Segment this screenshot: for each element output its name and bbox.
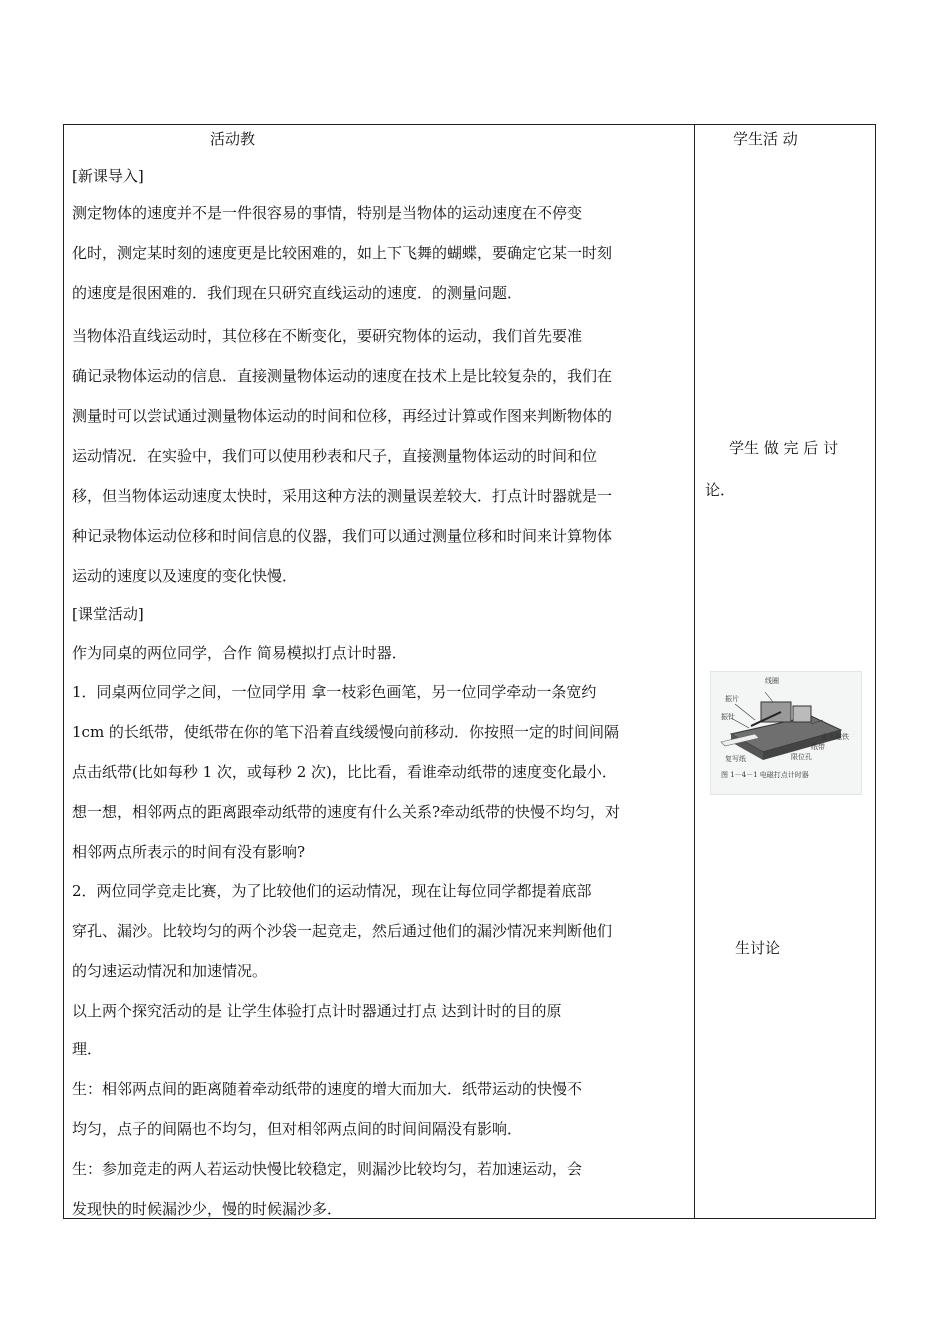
text-line: 确记录物体运动的信息．直接测量物体运动的速度在技术上是比较复杂的，我们在 xyxy=(72,367,613,385)
timer-figure xyxy=(710,671,862,795)
text-line: 测定物体的速度并不是一件很容易的事情，特别是当物体的运动速度在不停变 xyxy=(72,204,583,222)
text-line: 生：相邻两点间的距离随着牵动纸带的速度的增大而加大．纸带运动的快慢不 xyxy=(72,1080,583,1098)
text-line: 点击纸带(比如每秒 1 次，或每秒 2 次)，比比看，看谁牵动纸带的速度变化最小． xyxy=(72,763,617,781)
student-note-1-line-2: 论． xyxy=(705,481,736,499)
figure-label: 限位孔 xyxy=(791,753,812,761)
text-line: 相邻两点所表示的时间有没有影响? xyxy=(72,843,306,861)
text-line: 移，但当物体运动速度太快时，采用这种方法的测量误差较大．打点计时器就是一 xyxy=(72,487,613,505)
text-line: 以上两个探究活动的是 让学生体验打点计时器通过打点 达到计时的目的原 xyxy=(72,1002,562,1020)
figure-caption: 图 1－4－1 电磁打点计时器 xyxy=(721,771,809,779)
text-line: 测量时可以尝试通过测量物体运动的时间和位移，再经过计算或作图来判断物体的 xyxy=(72,407,613,425)
text-line: 2．两位同学竞走比赛，为了比较他们的运动情况，现在让每位同学都提着底部 xyxy=(72,882,592,900)
text-line: 1cm 的长纸带，使纸带在你的笔下沿着直线缓慢向前移动．你按照一定的时间间隔 xyxy=(72,723,619,741)
figure-label: 振片 xyxy=(725,695,739,703)
figure-label: 纸带 xyxy=(811,743,825,751)
text-line: 作为同桌的两位同学，合作 简易模拟打点计时器． xyxy=(72,644,407,662)
text-line: 的匀速运动情况和加速情况。 xyxy=(72,962,268,980)
text-line: 当物体沿直线运动时，其位移在不断变化，要研究物体的运动，我们首先要准 xyxy=(72,327,583,345)
text-line: 种记录物体运动位移和时间信息的仪器，我们可以通过测量位移和时间来计算物体 xyxy=(72,527,613,545)
figure-label: 永久磁铁 xyxy=(821,733,849,741)
text-line: 运动情况．在实验中，我们可以使用秒表和尺子，直接测量物体运动的时间和位 xyxy=(72,447,598,465)
text-line: 理． xyxy=(72,1040,103,1058)
column-title-student: 学生活 动 xyxy=(733,130,798,148)
figure-label: 线圈 xyxy=(765,677,779,685)
text-line: 穿孔、漏沙。比较均匀的两个沙袋一起竞走，然后通过他们的漏沙情况来判断他们 xyxy=(72,922,613,940)
text-line: 想一想，相邻两点的距离跟牵动纸带的速度有什么关系?牵动纸带的快慢不均匀，对 xyxy=(72,803,621,821)
text-line: 运动的速度以及速度的变化快慢． xyxy=(72,567,298,585)
text-line: 生：参加竞走的两人若运动快慢比较稳定，则漏沙比较均匀，若加速运动，会 xyxy=(72,1160,583,1178)
text-line: [新课导入] xyxy=(72,167,144,185)
figure-label: 振针 xyxy=(721,713,735,721)
text-line: 的速度是很困难的．我们现在只研究直线运动的速度．的测量问题． xyxy=(72,284,523,302)
text-line: 化时，测定某时刻的速度更是比较困难的，如上下飞舞的蝴蝶，要确定它某一时刻 xyxy=(72,244,613,262)
text-line: 1．同桌两位同学之间，一位同学用 拿一枝彩色画笔，另一位同学牵动一条宽约 xyxy=(72,683,597,701)
text-line: 发现快的时候漏沙少，慢的时候漏沙多． xyxy=(72,1200,343,1218)
column-title-teaching: 活动教 xyxy=(210,130,256,148)
text-line: 均匀，点子的间隔也不均匀，但对相邻两点间的时间间隔没有影响． xyxy=(72,1120,523,1138)
student-note-2: 生讨论 xyxy=(735,939,781,957)
student-note-1-line-1: 学生 做 完 后 讨 xyxy=(729,439,839,457)
text-line: [课堂活动] xyxy=(72,605,144,623)
figure-label: 复写纸 xyxy=(725,755,746,763)
